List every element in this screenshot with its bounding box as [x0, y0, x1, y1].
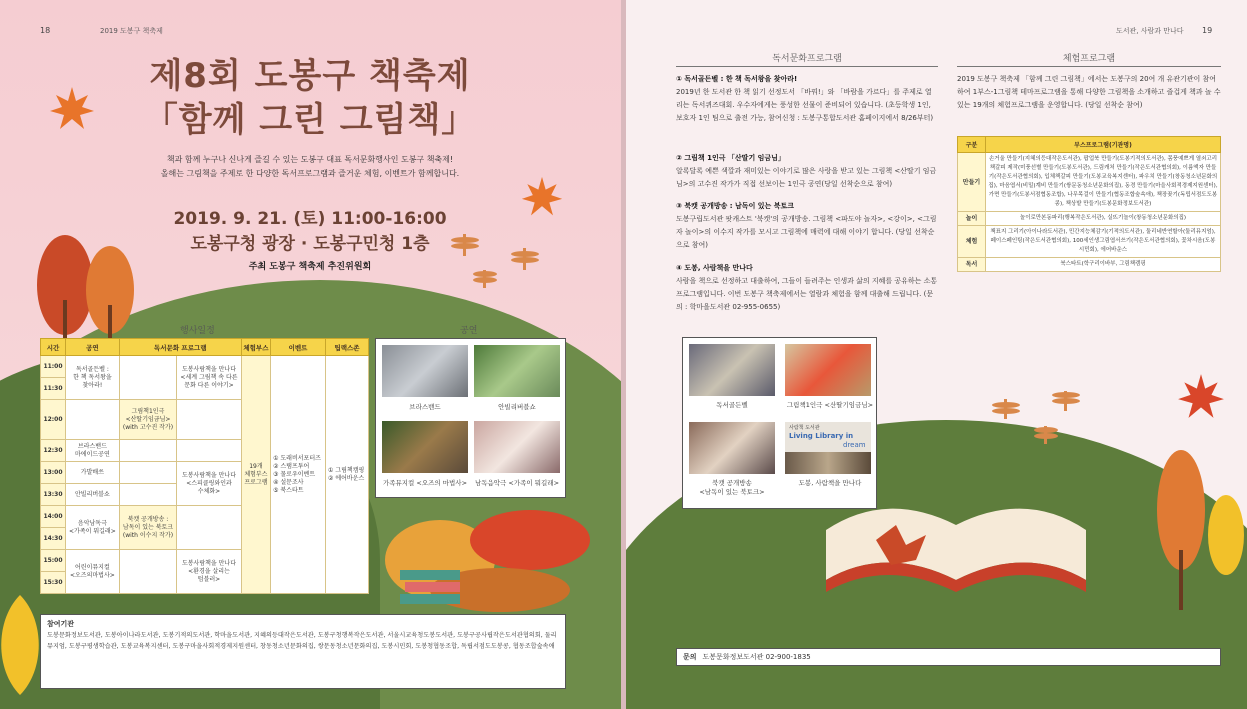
photo-caption: 남독음악극 <가족이 뭐길래>	[474, 479, 560, 487]
program-item	[676, 152, 938, 191]
photo-musical	[382, 421, 468, 473]
page-number: 18	[40, 26, 51, 35]
time-cell: 11:00	[41, 356, 66, 378]
booth-header-row	[958, 137, 1221, 153]
photo-living-library	[785, 422, 871, 474]
time-cell: 15:30	[41, 572, 66, 594]
row-text: 북스타트(학구리이바부, 그림책캠핑	[986, 258, 1221, 272]
program-heading: ② 그림책 1인극 「산딸기 임금님」	[676, 154, 785, 162]
program-body: 알록달록 예쁜 색깔과 재미있는 이야기로 많은 사랑을 받고 있는 그림책 <산딸기 임금님>의 고수진 작가가 직접 선보이는 1인극 공연(당일 선착순으로 참여)	[676, 167, 937, 188]
photo-golden-bell	[689, 344, 775, 396]
col-header-reading: 독서문화 프로그램	[119, 339, 241, 356]
perf-cell: 안빌리버블쇼	[66, 484, 120, 506]
col-header-time: 시간	[41, 339, 66, 356]
experience-programs-title: 체험프로그램	[1062, 54, 1116, 64]
col-header-booths: 부스프로그램(기관명)	[986, 137, 1221, 153]
reading-cell-empty	[119, 550, 176, 594]
photo-brass-band	[382, 345, 468, 397]
photo-caption: 도봉, 사람책을 만나다	[798, 479, 862, 487]
photo-caption: 그림책1인극 <산딸기임금님>	[786, 401, 874, 409]
tips-cell: ① 그림책캠핑 ② 에어바운스	[326, 356, 369, 594]
photo-caption: 안빌리버블쇼	[498, 403, 536, 411]
photo-caption: 독서골든벨	[716, 401, 748, 409]
row-label: 만들기	[958, 153, 986, 212]
contact-text: 도봉문화정보도서관 02-900-1835	[702, 653, 811, 661]
intro-text	[120, 153, 500, 181]
table-row	[958, 153, 1221, 212]
reading-cell-empty	[119, 440, 176, 462]
col-header-category: 구분	[958, 137, 986, 153]
photo-people	[785, 452, 871, 474]
reading-cell-empty	[177, 506, 242, 550]
table-row	[41, 356, 369, 378]
maple-leaf-icon	[1176, 372, 1226, 422]
sign-text-line3: dream	[843, 441, 866, 449]
reading-cell-empty	[177, 400, 242, 440]
row-label: 체험	[958, 226, 986, 258]
partner-institutions-box	[40, 614, 566, 689]
booth-table	[957, 136, 1221, 272]
reading-cell: 도봉사람책을 만나다 <환경을 살리는 텀블러>	[177, 550, 242, 594]
divider	[676, 66, 938, 67]
photo-podcast	[689, 422, 775, 474]
reading-cell-empty	[119, 356, 176, 400]
right-page	[626, 0, 1247, 709]
schedule-label: 행사일정	[180, 326, 215, 336]
perf-cell: 가발배쓰	[66, 462, 120, 484]
intro-line-1: 책과 함께 누구나 신나게 즐길 수 있는 도봉구 대표 독서문화행사인 도봉구 책축제!	[166, 155, 454, 164]
schedule-table	[40, 338, 369, 594]
venue-photo-box	[375, 338, 566, 498]
program-item	[676, 73, 938, 125]
col-header-tips: 팁랙스존	[326, 339, 369, 356]
table-row	[958, 226, 1221, 258]
row-label: 독서	[958, 258, 986, 272]
program-body: 2019년 한 도서관 한 책 읽기 선정도서 「바꿔!」와 「바람을 가르다」를 주제로 열리는 독서퀴즈대회. 우수자에게는 풍성한 선물이 준비되어 있습니다. (초등학생 1인, 보호자 1인 팀으로 출전 가능, 참여신청 : 도봉구통합도서관 홈페이지에서 8/26부터)	[676, 88, 934, 122]
row-text: 놀이로만본동파리(행복작은도서관), 실뜨기놀이(창동청소년문화의집)	[986, 212, 1221, 226]
perf-cell: 독서골든벨 : 한 책 독서왕을 찾아라!	[66, 356, 120, 400]
perf-cell: 브라스밴드 마에이드공연	[66, 440, 120, 462]
intro-line-2: 올해는 그림책을 주제로 한 다양한 독서프로그램과 즐거운 체험, 이벤트가 함께합니다.	[160, 169, 460, 178]
venue-label: 공연	[460, 326, 478, 336]
row-label: 놀이	[958, 212, 986, 226]
reading-programs-title: 독서문화프로그램	[772, 54, 842, 64]
time-cell: 14:00	[41, 506, 66, 528]
partners-text: 도봉문화정보도서관, 도봉아이나라도서관, 도봉기적의도서관, 학마을도서관, 지혜의등대작은도서관, 도봉구청행복작은도서관, 서울시교육청도봉도서관, 도봉구공사립작은도서관협의회, 둘리뮤지엄, 도봉구평생학습관, 도봉교육복지센터, 도봉구마을사회적경제지원센터, 창동청소년문화의집, 쌍문동청소년문화의집, 도봉시민회, 도봉청협동조합, 독립서점도도봉콩, 협동조합숲속애	[47, 632, 557, 650]
program-body: 도봉구립도서관 팟캐스트 '북캣'의 공개방송. 그림책 <파도야 놀자>, <강이>, <그림자 놀이>의 이수지 작가를 모시고 그림책에 매력에 대해 이야기 합니다. (당일 선착순으로 참여)	[676, 215, 937, 249]
reading-cell: 도봉사람책을 만나다 <스피클링와인과 수체화>	[177, 462, 242, 506]
sign-text-line2: Living Library in	[789, 432, 854, 440]
sign-text-line1: 사람책 도서관	[789, 425, 820, 431]
program-heading: ① 독서골든벨 : 한 책 독서왕을 찾아라!	[676, 75, 798, 83]
row-text: 책표지 그리기(아이나라도서관), 민간지능체감기(기적의도서관), 둘리네반연할아(둘리뮤지엄), 페이스페인팅(작은도서관협의회), 100세인생그림엽서쓰기(작은도서관협의회), 꽃차시음(도봉시민회), 에어바운스	[986, 226, 1221, 258]
col-header-performance: 공연	[66, 339, 120, 356]
row-text: 손거울 만들기(지혜의등대작은도서관), 팝업북 만들기(도봉기적의도서관), 몸풍예쁘게 열쇠고리 책갈피 제작(미풍선별 만들기(도봉도서관), 드림캐처 만들기(작은도서관협의회), 이름액자 만들기(작은도서관협의회), 입체책갈피 만들기(도봉교육복지센터), 파우치 만들기(창동청소년문화의집), 마음엽서(비밀)계비 만들기(쌍문동청소년문화의집), 동경 만들기(마을사회적경제지원센터), 가면 만들기(도봉서점협동조합), 나무목걸이 만들기(협동조합숲속애), 책장꽂기(독립서점도도봉콩), 책상밭 만들기(도봉문화정보도서관)	[986, 153, 1221, 212]
event-date: 2019. 9. 21. (토) 11:00-16:00	[173, 209, 447, 229]
time-cell: 12:30	[41, 440, 66, 462]
table-row	[958, 212, 1221, 226]
program-photo-box	[682, 337, 877, 509]
events-cell: ① 도래비서포터즈 ② 스탬프투어 ③ 물로우이벤트 ④ 설문조사 ⑤ 북스타트	[271, 356, 326, 594]
photo-caption: 북캣 공개방송 <남독이 있는 북토크>	[699, 479, 765, 496]
table-row	[958, 258, 1221, 272]
maple-leaf-icon-small	[520, 175, 564, 219]
contact-label: 문의	[683, 653, 697, 661]
program-body: 사람을 책으로 선정하고 대출하여, 그들이 들려주는 인생과 삶의 지혜를 공유하는 소통프로그램입니다. 이번 도봉구 책축제에서는 열람과 체험을 함께 대출해 드립니다. (문의 : 학마을도서관 02-955-0655)	[676, 277, 938, 311]
col-header-event: 이벤트	[271, 339, 326, 356]
program-item	[676, 200, 938, 252]
time-cell: 12:00	[41, 400, 66, 440]
page-header: 도서관, 사람과 만나다	[1116, 27, 1184, 35]
photo-one-person-play	[785, 344, 871, 396]
perf-cell-empty	[66, 400, 120, 440]
page-number: 19	[1202, 26, 1213, 35]
page-title-line1: 제8회 도봉구 책축제	[149, 56, 471, 96]
perf-cell: 음악남독극 <가족이 뭐길래>	[66, 506, 120, 550]
reading-cell-empty	[119, 462, 176, 484]
event-host: 주최 도봉구 책축제 추진위원회	[248, 262, 372, 272]
page-header: 2019 도봉구 책축제	[100, 27, 163, 35]
program-item	[676, 262, 938, 314]
photo-bubble-show	[474, 345, 560, 397]
schedule-header-row	[41, 339, 369, 356]
reading-cell: 그림책1인극 <산딸기임금님> (with 고수진 작가)	[119, 400, 176, 440]
reading-cell: 도봉사람책을 만나다 <세계 그림책 속 다른 문화 다른 이야기>	[177, 356, 242, 400]
divider	[957, 66, 1221, 67]
time-cell: 11:30	[41, 378, 66, 400]
program-heading: ④ 도봉, 사람책을 만나다	[676, 264, 753, 272]
time-cell: 13:00	[41, 462, 66, 484]
autumn-trees-illustration	[1146, 440, 1246, 610]
reading-cell-empty	[119, 484, 176, 506]
experience-intro: 2019 도봉구 책축제 「함께 그린 그림책」에서는 도봉구의 20여 개 유관기관이 참여하여 1부스-1그림책 테마프로그램을 통해 다양한 그림책을 소개하고 즐겁게 책과 놀 수 있는 19개의 체험프로그램을 운영합니다. (당일 선착순 참여)	[957, 75, 1221, 109]
dragonfly-icon	[986, 385, 1096, 445]
reading-cell: 북캣 공개방송 : 남독이 있는 북토크 (with 이수지 작가)	[119, 506, 176, 550]
col-header-booth: 체험부스	[241, 339, 270, 356]
event-place: 도봉구청 광장 · 도봉구민청 1층	[190, 234, 430, 254]
maple-leaf-icon	[48, 85, 96, 133]
time-cell: 13:30	[41, 484, 66, 506]
booth-cell: 19개 체험부스 프로그램	[241, 356, 270, 594]
partners-title: 참여기관	[47, 620, 75, 628]
time-cell: 15:00	[41, 550, 66, 572]
photo-music-play	[474, 421, 560, 473]
page-title-line2: 「함께 그린 그림책」	[143, 100, 477, 140]
program-heading: ③ 북캣 공개방송 : 남독이 있는 북토크	[676, 202, 795, 210]
contact-box	[676, 648, 1221, 666]
photo-caption: 브라스밴드	[409, 403, 441, 411]
perf-cell: 어린이뮤지컬 <오즈의마법사>	[66, 550, 120, 594]
left-page	[0, 0, 621, 709]
photo-caption: 가족뮤지컬 <오즈의 마법사>	[382, 479, 468, 487]
time-cell: 14:30	[41, 528, 66, 550]
reading-cell-empty	[177, 440, 242, 462]
